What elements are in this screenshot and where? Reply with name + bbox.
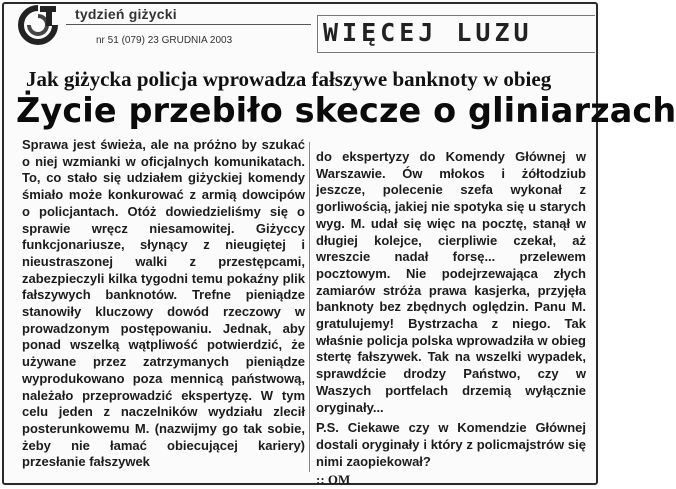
column-divider: [309, 142, 310, 472]
column-right-text: do ekspertyzy do Komendy Głównej w Warszawie. Ów młokos i żółtodziub jeszcze, polecenie szefa wykonał z gorliwością, jakiej nie spotyka się u starych wyg. M. udał się więc na pocztę, stanął w długiej kolejce, cierpliwie czekał, aż wreszcie nadał forsę... przelewem pocztowym. Nie podejrzewająca złych zamiarów stróża prawa kasjerka, przyjęła banknoty bez zbędnych oględzin. Panu M. gratulujemy! Bystrzacha z niego. Tak właśnie policja polska wprowadziła w obieg stertę fałszywek. Tak na wszelki wypadek, sprawdźcie drodzy Państwo, czy w Waszych portfelach drzemią wyłącznie oryginały...: [316, 149, 586, 415]
masthead-rule: [66, 24, 311, 25]
issue-date: nr 51 (079) 23 GRUDNIA 2003: [96, 35, 233, 46]
postscript: P.S. Ciekawe czy w Komendzie Głównej dostali oryginały i który z policmajstrów się nimi zaopiekował?: [316, 420, 586, 469]
article-column-left: [22, 137, 305, 477]
article-column-right: [316, 149, 586, 488]
author-signature: :: OM: [316, 472, 351, 488]
publication-name: tydzień giżycki: [75, 6, 177, 22]
article-kicker: Jak giżycka policja wprowadza fałszywe banknoty w obieg: [26, 67, 552, 91]
section-title: WIĘCEJ LUZU: [323, 18, 533, 47]
publication-logo-icon: [16, 4, 60, 46]
article-headline: Życie przebiło skecze o gliniarzach: [16, 91, 676, 130]
column-left-text: Sprawa jest świeża, ale na próżno by szukać o niej wzmianki w oficjalnych komunikatach. To, co stało się udziałem giżyckiej komendy śmiało może konkurować z armią dowcipów o policjantach. Otóż dowiedzieliśmy się o sprawie wręcz niesamowitej. Giżyccy funkcjonariusze, słynący z nieugiętej i nieustraszonej walki z przestępcami, zabezpieczyli kilka tygodni temu pokaźny plik fałszywych banknotów. Trefne pieniądze stanowiły kluczowy dowód rzeczowy w prowadzonym postępowaniu. Jednak, aby ponad wszelką wątpliwość potwierdzić, że używane przez zatrzymanych pieniądze wyprodukowano poza mennicą państwową, należało przeprowadzić ekspertyzę. W tym celu jeden z naczelników wydziału zlecił posterunkowemu M. (nazwijmy go tak sobie, żeby nie łamać obiecującej kariery) przesłanie fałszywek: [22, 137, 305, 470]
